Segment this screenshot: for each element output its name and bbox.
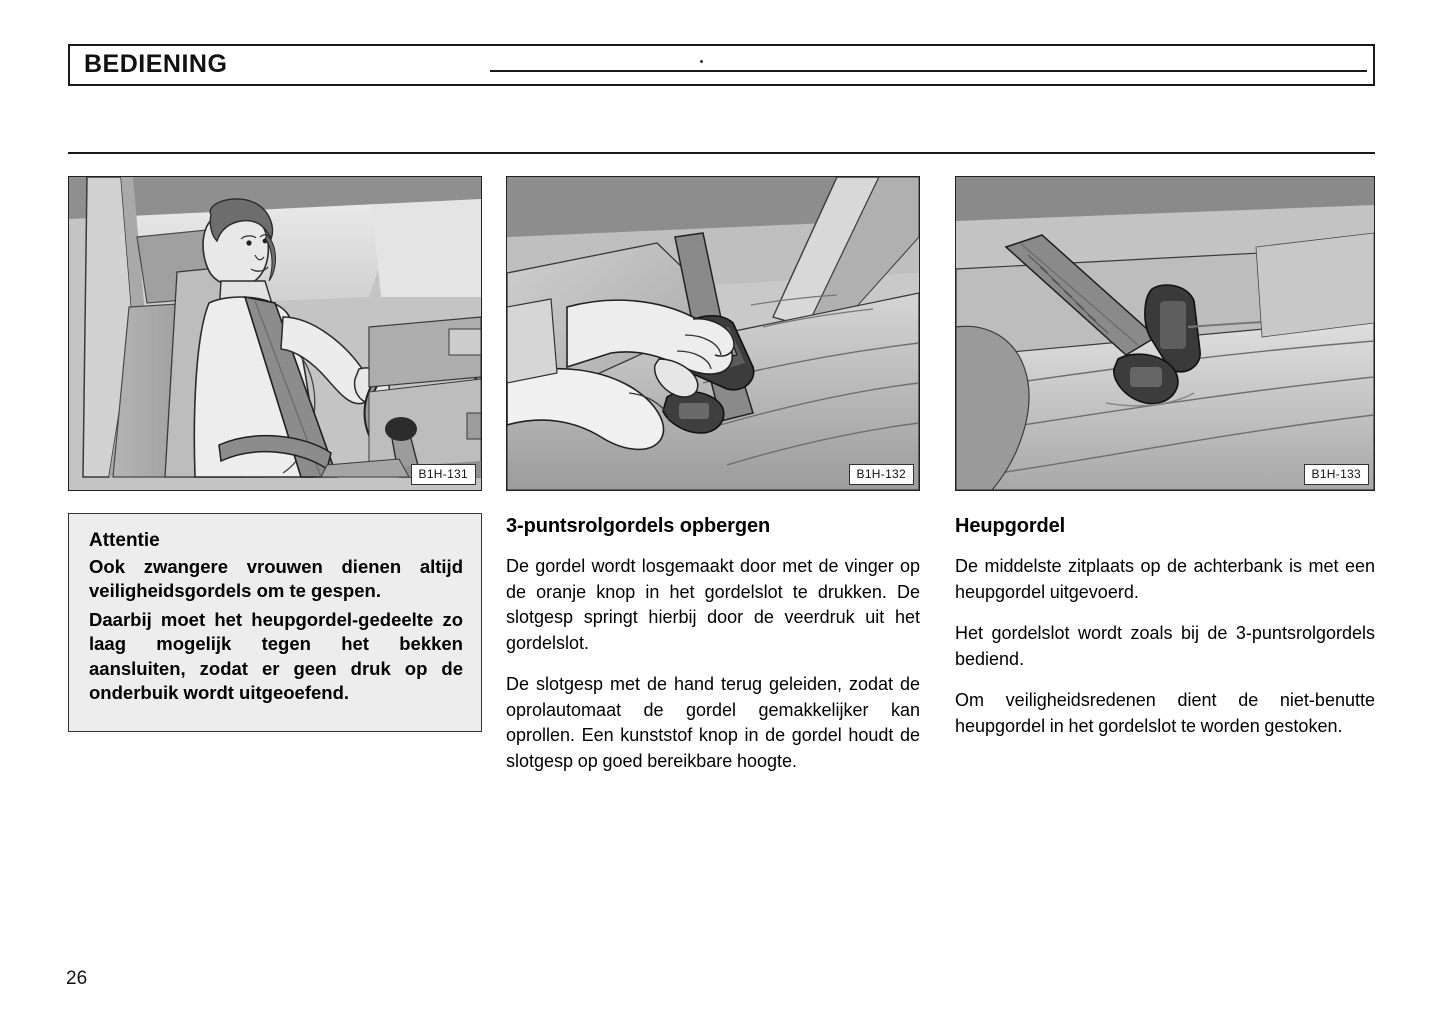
figure-driver-seatbelt	[68, 176, 482, 491]
column-two-paragraph-2: De slotgesp met de hand terug geleiden, zodat de oprolautomaat de gordel gemakkelijker kan oprollen. Een kunststof knop in de gordel houdt de slotgesp op goed bereikbare hoogte.	[506, 674, 920, 771]
column-three	[955, 176, 1375, 755]
column-three-paragraph-2: Het gordelslot wordt zoals bij de 3-puntsrolgordels bediend.	[955, 623, 1375, 669]
section-title-three-point-belts: 3-puntsrolgordels opbergen	[506, 515, 771, 537]
column-three-paragraph-3: Om veiligheidsredenen dient de niet-benutte heupgordel in het gordelslot te worden gestoken.	[955, 690, 1375, 736]
illustration-rear-seat-lap-belt	[956, 177, 1374, 490]
column-two	[506, 176, 920, 790]
attentie-paragraph-1: Ook zwangere vrouwen dienen altijd veiligheidsgordels om te gespen.	[89, 556, 463, 602]
page-header	[68, 44, 1375, 86]
attentie-paragraph-2: Daarbij moet het heupgordel-gedeelte zo laag mogelijk tegen het bekken aansluiten, zodat er geen druk op de onderbuik wordt uitgeoefend.	[89, 608, 463, 704]
attentie-title: Attentie	[89, 530, 160, 551]
figure-lap-belt	[955, 176, 1375, 491]
attentie-box	[68, 513, 482, 732]
page-header-inner	[70, 46, 1373, 84]
page-number: 26	[66, 968, 88, 989]
column-one	[68, 176, 482, 732]
figure-caption-2: B1H-132	[849, 464, 914, 485]
column-two-paragraph-1: De gordel wordt losgemaakt door met de vinger op de oranje knop in het gordelslot te drukken. De slotgesp springt hierbij door de veerdruk uit het gordelslot.	[506, 556, 920, 653]
header-dot-mark	[700, 60, 703, 63]
page-title: BEDIENING	[84, 50, 228, 78]
illustration-driver-seatbelt	[69, 177, 481, 490]
header-rule	[490, 70, 1367, 72]
figure-buckle-release	[506, 176, 920, 491]
column-three-paragraph-1: De middelste zitplaats op de achterbank is met een heupgordel uitgevoerd.	[955, 556, 1375, 602]
figure-caption-1: B1H-131	[411, 464, 476, 485]
section-title-lap-belt: Heupgordel	[955, 515, 1066, 537]
figure-caption-3: B1H-133	[1304, 464, 1369, 485]
illustration-hand-releasing-buckle	[507, 177, 919, 490]
content-top-rule	[68, 152, 1375, 154]
